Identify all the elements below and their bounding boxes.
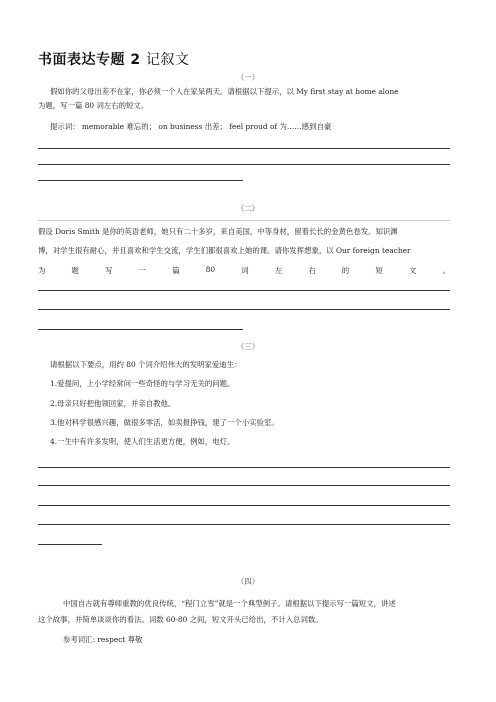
divider <box>38 220 450 221</box>
word: 的 <box>341 266 350 275</box>
page-title <box>38 49 190 69</box>
title-main: 书面表达专题 2 <box>38 52 141 68</box>
section-2-prompt-line-3 <box>38 265 450 276</box>
word: 右 <box>308 266 316 275</box>
answer-line[interactable] <box>38 148 450 149</box>
answer-line[interactable] <box>38 505 450 506</box>
word: 题 <box>71 266 79 275</box>
word: 左 <box>274 266 283 275</box>
answer-line[interactable] <box>38 329 243 330</box>
title-sub: 记叙文 <box>146 52 190 68</box>
word: 一 <box>138 266 147 275</box>
answer-line[interactable] <box>38 309 450 310</box>
answer-line[interactable] <box>38 524 450 525</box>
section-1-prompt-line-2: 为题，写一篇 80 词左右的短文。 <box>38 101 149 110</box>
section-4-vocab: 参考词汇: respect 尊敬 <box>63 635 143 644</box>
word: 。 <box>442 266 450 275</box>
word: 为 <box>38 266 46 275</box>
section-2-prompt-line-1: 假设 Doris Smith 是你的英语老师，她只有二十多岁，来自美国，中等身材，留着长长的金黄色卷发。知识渊 <box>38 227 398 236</box>
answer-line[interactable] <box>38 485 450 486</box>
section-4-prompt-line-2: 这个故事，并简单谈谈你的看法。词数 60-80 之间，短文开头已给出，不计入总词数。 <box>38 615 323 624</box>
section-3-point-2: 2.母亲只好把他领回家，并亲自教他。 <box>50 399 176 408</box>
word: 篇 <box>172 266 180 275</box>
section-4-heading: （四） <box>236 577 260 586</box>
section-1-hint: 提示词： memorable 难忘的； on business 出差； feel proud of 为……感到自豪 <box>50 122 332 131</box>
section-1-heading: （一） <box>236 73 260 82</box>
section-2-heading: （二） <box>236 204 260 213</box>
answer-line[interactable] <box>38 164 450 165</box>
word: 短 <box>375 266 383 275</box>
word: 写 <box>105 266 113 275</box>
answer-line[interactable] <box>38 290 450 291</box>
answer-line[interactable] <box>38 544 102 545</box>
word: 80 <box>205 265 216 274</box>
section-4-prompt-line-1: 中国自古就有尊师重教的优良传统，“程门立雪”就是一个典型例子。请根据以下提示写一篇短文，讲述 <box>63 599 396 608</box>
word: 文 <box>409 266 417 275</box>
section-1-prompt-line-1: 假如你的父母出差不在家，你必须一个人在家呆两天。请根据以下提示，以 My first stay at home alone <box>50 87 399 96</box>
section-3-point-3: 3.他对科学很感兴趣，做很多零活，如卖报挣钱，建了一个小实验室。 <box>50 418 279 427</box>
section-3-point-1: 1.爱提问，上小学经常问一些奇怪的与学习无关的问题。 <box>50 379 235 388</box>
section-3-heading: （三） <box>236 342 260 351</box>
answer-line[interactable] <box>38 467 450 468</box>
section-3-point-4: 4.一生中有许多发明，使人们生活更方便，例如，电灯。 <box>50 437 235 446</box>
section-3-intro: 请根据以下要点，用约 80 个词介绍伟大的发明家爱迪生： <box>50 360 242 369</box>
word: 词 <box>241 266 249 275</box>
section-2-prompt-line-2: 博，对学生很有耐心，并且喜欢和学生交流，学生们都很喜欢上她的课。请你发挥想象，以 Our foreign teacher <box>38 246 411 255</box>
answer-line[interactable] <box>38 180 243 181</box>
